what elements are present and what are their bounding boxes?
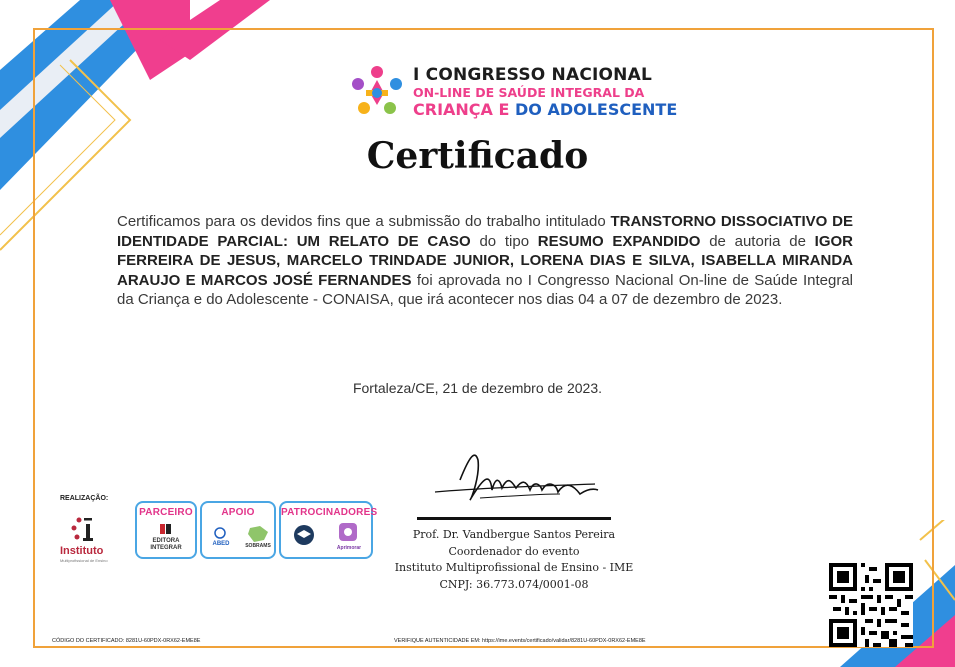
signer-cnpj: CNPJ: 36.773.074/0001-08: [439, 577, 589, 591]
signature-block: [364, 527, 664, 593]
signature-line: [417, 517, 611, 520]
realizacao-label: REALIZAÇÃO:: [60, 495, 109, 502]
body-p2: do tipo: [470, 232, 538, 250]
apoio-title: APOIO: [221, 507, 255, 518]
patrocinadores-card: [279, 501, 378, 559]
parceiro-title: PARCEIRO: [139, 507, 193, 518]
apoio-abed: ABED: [212, 541, 230, 547]
apoio-card: [200, 501, 276, 559]
signer-role: Coordenador do evento: [448, 544, 580, 558]
aprimorar-logo-icon: [337, 521, 359, 543]
certificate-code: CÓDIGO DO CERTIFICADO: 8281U-60PDX-0RX62-EME8E: [52, 638, 201, 644]
work-type: RESUMO EXPANDIDO: [537, 232, 701, 250]
logo-line3-b: DO ADOLESCENTE: [515, 99, 678, 119]
authors: IGOR FERREIRA DE JESUS, MARCELO TRINDADE JUNIOR, LORENA DIAS E SILVA, ISABELLA MIRANDA ARAUJO E MARCOS JOSÉ FERNANDES: [117, 232, 853, 289]
body-p4: foi aprovada no I Congresso Nacional On-line de Saúde Integral da Criança e do Adolescente - CONAISA, que irá acontecer nos dias 04 a 07 de dezembro de 2023.: [117, 271, 853, 309]
people-circle-icon: [344, 60, 410, 126]
logo-line1: I CONGRESSO NACIONAL: [413, 65, 653, 85]
patrocinadores-title: PATROCINADORES: [281, 507, 378, 518]
patro-aprimorar: Aprimorar: [336, 545, 362, 551]
logo-line3: [413, 99, 678, 119]
signer-org: Instituto Multiprofissional de Ensino - IME: [394, 561, 634, 574]
event-logo: [344, 60, 678, 126]
logo-line2: ON-LINE DE SAÚDE INTEGRAL DA: [413, 85, 645, 100]
signer-name: Prof. Dr. Vandbergue Santos Pereira: [412, 528, 616, 541]
abed-logo-icon: [210, 527, 230, 539]
instituto-name: Instituto: [60, 545, 104, 557]
instituto-subtitle: Multiprofissional de Ensino: [60, 558, 108, 563]
parceiro-card: [135, 501, 197, 559]
work-title: TRANSTORNO DISSOCIATIVO DE IDENTIDADE PARCIAL: UM RELATO DE CASO: [117, 213, 853, 250]
logo-line3-a: CRIANÇA E: [413, 99, 510, 119]
qr-code-icon[interactable]: [829, 563, 913, 647]
verify-url[interactable]: VERIFIQUE AUTENTICIDADE EM: https://ime.events/certificado/validar/8281U-60PDX-0RX62-EME8E: [394, 638, 646, 644]
apoio-sobrams: SOBRAMS: [245, 543, 271, 549]
graduation-cap-icon: [293, 524, 315, 546]
date-place: Fortaleza/CE, 21 de dezembro de 2023.: [352, 380, 603, 396]
handwritten-signature: [430, 450, 600, 512]
certificate-title: Certificado: [366, 135, 589, 177]
certificate-body: [117, 212, 853, 310]
book-icon: [159, 523, 173, 535]
body-p1: Certificamos para os devidos fins que a submissão do trabalho intitulado: [117, 213, 611, 230]
body-p3: de autoria de: [700, 232, 815, 250]
brazil-map-icon: [246, 524, 270, 544]
parceiro-name: EDITORA INTEGRAR: [150, 538, 182, 551]
